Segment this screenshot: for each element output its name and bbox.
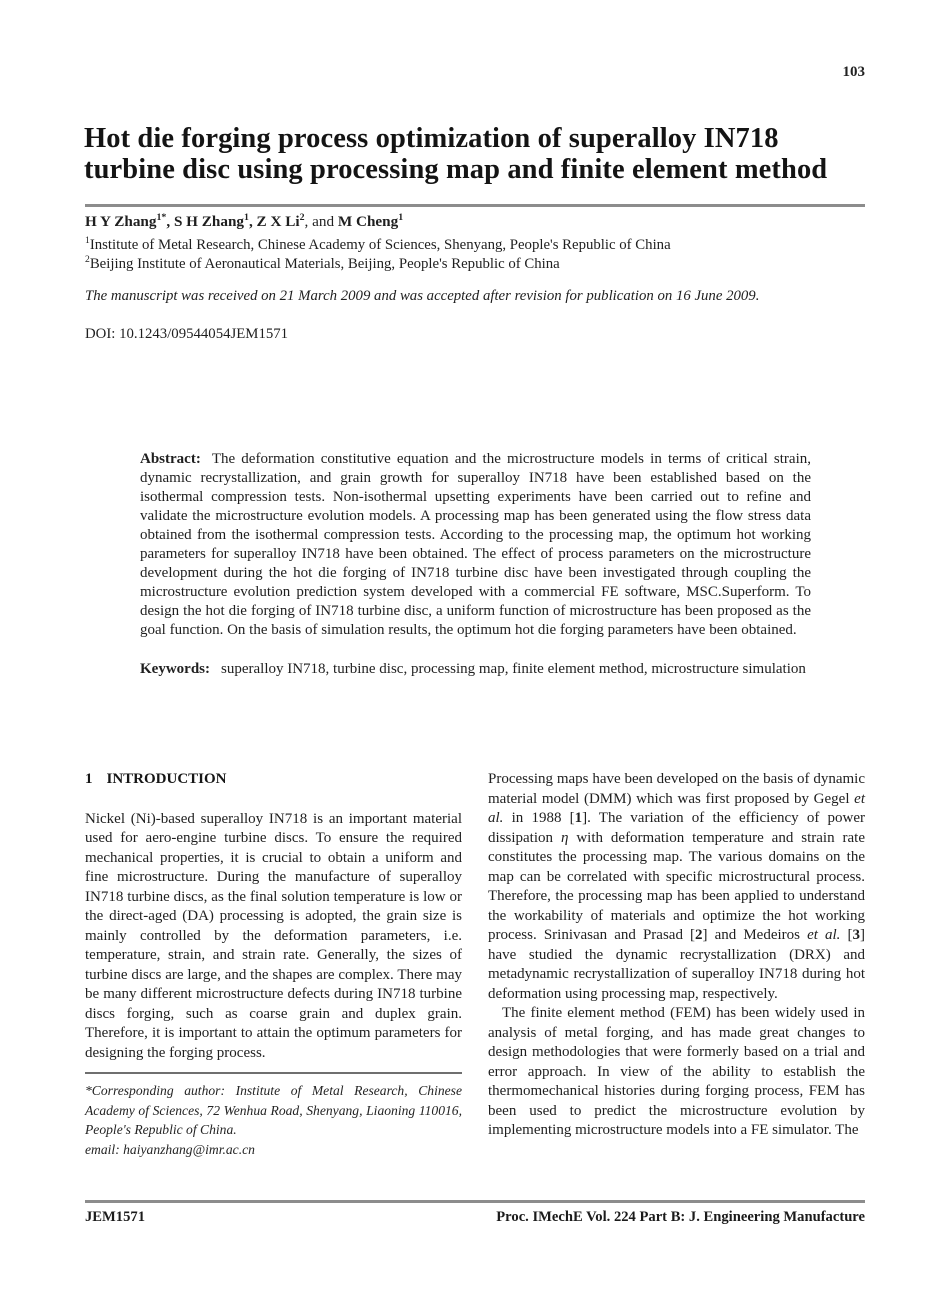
footnote-email: email: haiyanzhang@imr.ac.cn xyxy=(85,1141,255,1157)
paragraph-text: ]. The variation of the efficiency of power dissipation xyxy=(488,810,866,846)
affiliation-text: Institute of Metal Research, Chinese Academy of Sciences, Shenyang, People's Republic of China xyxy=(89,237,671,253)
page-footer xyxy=(85,1200,865,1226)
doi-line: DOI: 10.1243/09544054JEM1571 xyxy=(85,326,289,342)
right-paragraph-2: The finite element method (FEM) has been widely used in analysis of metal forging, and has made great changes to design methodologies that were formerly based on a trial and error approach. In view of the ability to establish the thermomechanical histories during forging process, FEM has been used to predict the microstructure evolution by implementing microstructure models into a FE simulator. The xyxy=(488,1005,865,1138)
author-superscript: 1 xyxy=(244,211,249,223)
section-heading xyxy=(85,770,462,790)
affiliation-line xyxy=(85,255,865,274)
byline-separator: , and xyxy=(304,213,338,230)
left-column xyxy=(85,770,462,1159)
title-divider xyxy=(85,204,865,207)
author-name: M Cheng xyxy=(337,213,399,230)
abstract-label: Abstract: xyxy=(140,451,201,467)
affiliation-line xyxy=(85,236,865,255)
keywords-label: Keywords: xyxy=(140,661,210,677)
abstract-text: The deformation constitutive equation and the microstructure models in terms of critical strain, dynamic recrystallization, and grain growth for superalloy IN718 have been established based on the isothermal compression tests. Non-isothermal upsetting experiments have been carried out to refine and validate the microstructure evolution models. A processing map has been generated using the flow stress data obtained from the isothermal compression tests. According to the processing map, the optimum hot working parameters for superalloy IN718 have been obtained. The effect of process parameters on the microstructure development during the hot die forging of IN718 turbine disc have been investigated through coupling the microstructure evolution prediction system developed with a commercial FE software, MSC.Superform. To design the hot die forging of IN718 turbine disc, a uniform function of microstructure has been proposed as the goal function. On the basis of simulation results, the optimum hot die forging parameters have been obtained. xyxy=(140,451,811,638)
eta-symbol: η xyxy=(560,829,569,846)
page-number: 103 xyxy=(842,64,865,80)
et-al-italic: et al. xyxy=(807,927,841,943)
author-byline xyxy=(85,212,865,231)
body-columns xyxy=(85,770,865,1159)
keywords-text: superalloy IN718, turbine disc, processing map, finite element method, microstructure simulation xyxy=(221,661,806,677)
received-note: The manuscript was received on 21 March 2009 and was accepted after revision for publication on 16 June 2009. xyxy=(85,288,760,304)
author-superscript: 2 xyxy=(299,211,305,223)
keywords-paragraph xyxy=(140,660,811,679)
section-number: 1 xyxy=(85,771,93,787)
affiliation-superscript: 2 xyxy=(85,254,90,266)
section-title: INTRODUCTION xyxy=(106,771,227,787)
reference-number: 1 xyxy=(574,810,583,826)
paragraph-text: [ xyxy=(840,927,853,943)
paper-title: Hot die forging process optimization of superalloy IN718 turbine disc using processing map and finite element method xyxy=(84,123,828,186)
paragraph-text: in 1988 [ xyxy=(503,810,575,826)
corresponding-author-note: *Corresponding author: Institute of Metal Research, Chinese Academy of Sciences, 72 Wenhua Road, Shenyang, Liaoning 110016, People's Republic of China. xyxy=(85,1083,462,1137)
right-paragraph-1 xyxy=(488,770,865,1004)
byline-separator: , xyxy=(166,213,174,230)
footer-divider xyxy=(85,1200,865,1203)
author-name: Z X Li xyxy=(256,213,300,230)
footnote-block xyxy=(85,1072,462,1159)
affiliation-text: Beijing Institute of Aeronautical Materials, Beijing, People's Republic of China xyxy=(89,256,560,272)
paragraph-text: with deformation temperature and strain rate constitutes the processing map. The various domains on the map can be correlated with specific microstructural process. Therefore, the processing map has been applied to understand the workability of materials and optimize the hot working process. Srinivasan and Prasad [ xyxy=(488,829,865,943)
abstract-section xyxy=(140,450,811,679)
paragraph-text: Processing maps have been developed on the basis of dynamic material model (DMM) which was first proposed by Gegel xyxy=(488,771,865,807)
paragraph-text: ] have studied the dynamic recrystallization (DRX) and metadynamic recrystallization of superalloy IN718 during hot deformation using processing map, respectively. xyxy=(488,927,865,1002)
header-block xyxy=(85,212,865,344)
intro-paragraph: Nickel (Ni)-based superalloy IN718 is an important material used for aero-engine turbine discs. To ensure the required mechanical properties, it is crucial to obtain a uniform and fine microstructure. During the manufacture of superalloy IN718 turbine discs, as the final solution temperature is low or the direct-aged (DA) processing is adopted, the grain size is mainly controlled by the deformation parameters, i.e. temperature, strain, and strain rate. Generally, the sizes of turbine discs are large, and the shapes are complex. There may be many different microstructure defects during IN718 turbine discs forging, such as coarse grain and duplex grain. Therefore, it is important to attain the optimum parameters for designing the forging process. xyxy=(85,810,462,1061)
author-name: S H Zhang xyxy=(173,213,245,230)
byline-separator: , xyxy=(248,213,257,230)
paragraph-text: ] and Medeiros xyxy=(702,927,808,943)
author-name: H Y Zhang xyxy=(85,213,157,230)
footer-row xyxy=(85,1209,865,1226)
et-al-italic: et al. xyxy=(488,790,865,826)
reference-number: 2 xyxy=(695,927,703,943)
affiliation-superscript: 1 xyxy=(85,235,90,247)
footer-journal-info: Proc. IMechE Vol. 224 Part B: J. Engineering Manufacture xyxy=(496,1209,865,1225)
author-superscript: 1* xyxy=(156,211,167,223)
right-column xyxy=(488,770,865,1141)
abstract-paragraph xyxy=(140,450,811,640)
footer-manuscript-id: JEM1571 xyxy=(85,1209,145,1225)
author-superscript: 1 xyxy=(398,211,404,223)
reference-number: 3 xyxy=(852,927,860,943)
